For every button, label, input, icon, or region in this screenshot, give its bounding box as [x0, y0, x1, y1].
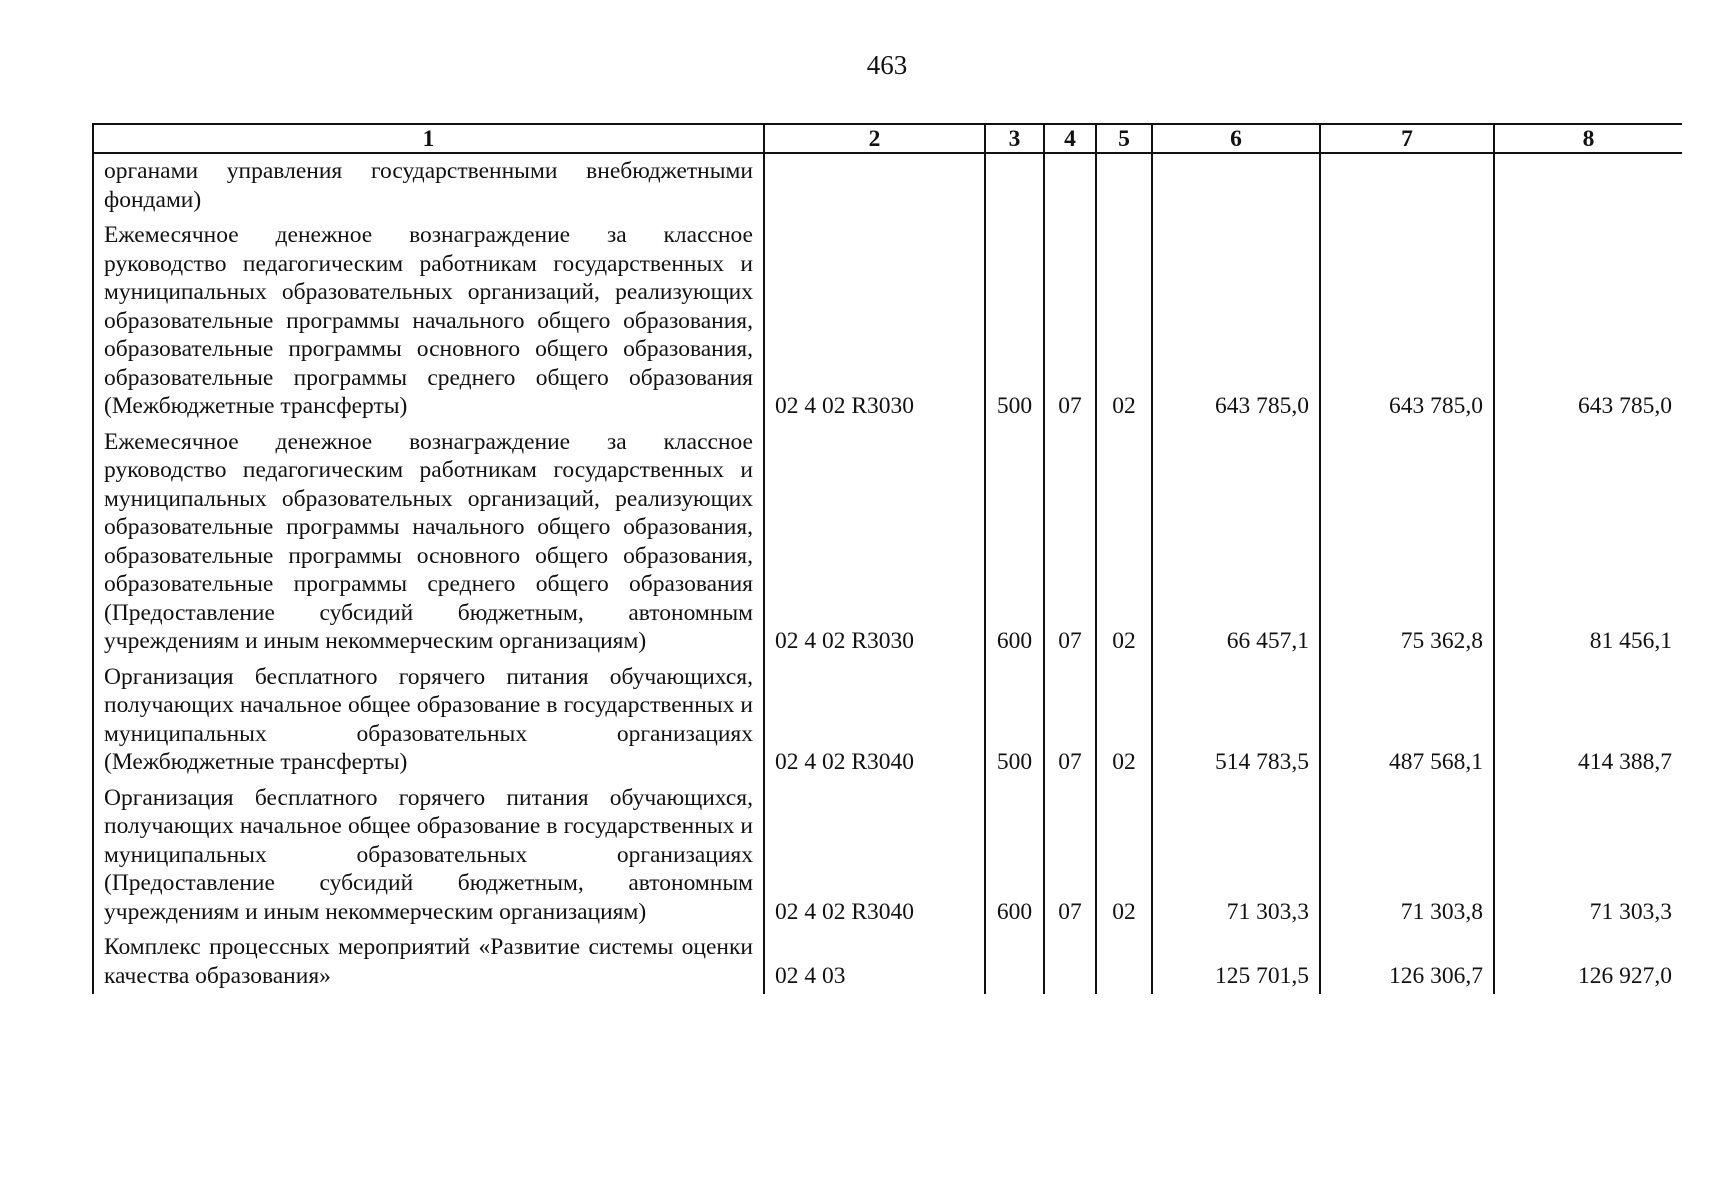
row-type: 600: [985, 781, 1044, 931]
row-description: Организация бесплатного горячего питания обучающихся, получающих начальное общее образование в государственных и муниципальных образовательных организациях (Межбюджетные трансферты): [93, 660, 764, 781]
row-subsection: 02: [1096, 218, 1152, 425]
row-description: органами управления государственными внебюджетными фондами): [93, 153, 764, 218]
budget-table: [92, 123, 1682, 994]
row-value-7: [1320, 153, 1494, 218]
row-description: Организация бесплатного горячего питания обучающихся, получающих начальное общее образование в государственных и муниципальных образовательных организациях (Предоставление субсидий бюджетным, автономным учреждениям и иным некоммерческим организациям): [93, 781, 764, 931]
row-value-6: 125 701,5: [1152, 930, 1320, 994]
column-header: 7: [1320, 124, 1494, 153]
row-value-8: 126 927,0: [1494, 930, 1682, 994]
row-value-8: [1494, 153, 1682, 218]
row-section: [1044, 153, 1096, 218]
row-section: 07: [1044, 781, 1096, 931]
row-value-8: 81 456,1: [1494, 425, 1682, 660]
row-type: 500: [985, 660, 1044, 781]
column-header: 3: [985, 124, 1044, 153]
column-header: 2: [764, 124, 985, 153]
row-value-6: 643 785,0: [1152, 218, 1320, 425]
table-row: [93, 153, 1682, 218]
row-value-7: 126 306,7: [1320, 930, 1494, 994]
column-header: 1: [93, 124, 764, 153]
row-section: 07: [1044, 425, 1096, 660]
table-row: [93, 781, 1682, 931]
table-row: [93, 930, 1682, 994]
row-type: 600: [985, 425, 1044, 660]
row-value-6: 71 303,3: [1152, 781, 1320, 931]
column-header: 4: [1044, 124, 1096, 153]
row-value-8: 643 785,0: [1494, 218, 1682, 425]
row-value-7: 487 568,1: [1320, 660, 1494, 781]
row-value-8: 414 388,7: [1494, 660, 1682, 781]
row-value-6: 514 783,5: [1152, 660, 1320, 781]
row-code: [764, 153, 985, 218]
row-code: 02 4 02 R3030: [764, 218, 985, 425]
row-subsection: [1096, 930, 1152, 994]
row-value-7: 71 303,8: [1320, 781, 1494, 931]
page-number: 463: [866, 50, 908, 80]
row-subsection: [1096, 153, 1152, 218]
table-row: [93, 218, 1682, 425]
table-row: [93, 660, 1682, 781]
row-value-6: [1152, 153, 1320, 218]
row-section: 07: [1044, 218, 1096, 425]
row-code: 02 4 02 R3040: [764, 781, 985, 931]
row-value-7: 643 785,0: [1320, 218, 1494, 425]
column-header: 6: [1152, 124, 1320, 153]
row-description: Ежемесячное денежное вознаграждение за классное руководство педагогическим работникам государственных и муниципальных образовательных организаций, реализующих образовательные программы начального общего образования, образовательные программы основного общего образования, образовательные программы среднего общего образования (Предоставление субсидий бюджетным, автономным учреждениям и иным некоммерческим организациям): [93, 425, 764, 660]
row-code: 02 4 02 R3030: [764, 425, 985, 660]
row-code: 02 4 02 R3040: [764, 660, 985, 781]
row-type: [985, 930, 1044, 994]
row-type: 500: [985, 218, 1044, 425]
column-header: 5: [1096, 124, 1152, 153]
row-value-8: 71 303,3: [1494, 781, 1682, 931]
budget-table-container: [92, 123, 1682, 1043]
row-description: Ежемесячное денежное вознаграждение за классное руководство педагогическим работникам государственных и муниципальных образовательных организаций, реализующих образовательные программы начального общего образования, образовательные программы основного общего образования, образовательные программы среднего общего образования (Межбюджетные трансферты): [93, 218, 764, 425]
table-row: [93, 425, 1682, 660]
row-section: 07: [1044, 660, 1096, 781]
row-value-6: 66 457,1: [1152, 425, 1320, 660]
row-section: [1044, 930, 1096, 994]
column-header: 8: [1494, 124, 1682, 153]
table-header-row: [93, 124, 1682, 153]
row-description: Комплекс процессных мероприятий «Развитие системы оценки качества образования»: [93, 930, 764, 994]
row-subsection: 02: [1096, 425, 1152, 660]
row-type: [985, 153, 1044, 218]
row-subsection: 02: [1096, 660, 1152, 781]
row-subsection: 02: [1096, 781, 1152, 931]
row-value-7: 75 362,8: [1320, 425, 1494, 660]
row-code: 02 4 03: [764, 930, 985, 994]
